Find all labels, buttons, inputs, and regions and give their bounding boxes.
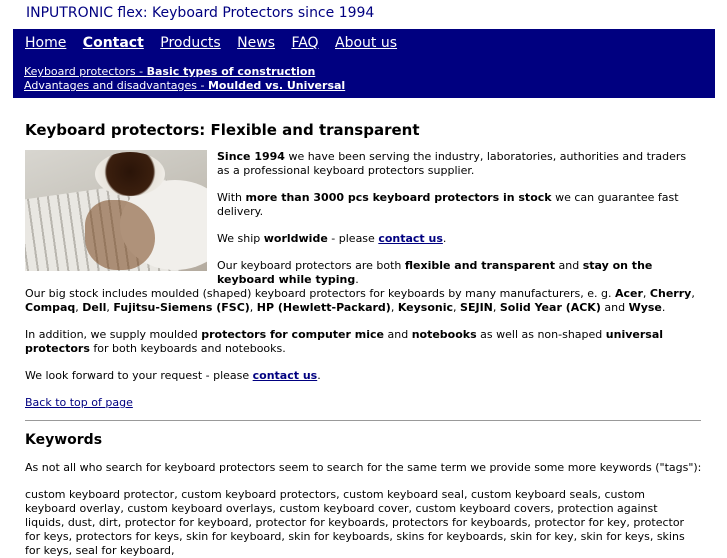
contact-us-link[interactable]: contact us — [378, 232, 443, 245]
nav-about-us[interactable]: About us — [335, 35, 398, 51]
contact-us-link-2[interactable]: contact us — [252, 369, 318, 382]
keywords-list: custom keyboard protector, custom keyboard protectors, custom keyboard seal, custom keyboard seals, custom keyboard overlay, custom keyboard overlays, custom keyboard cover, custom keyboard covers, protection against liquids, dust, dirt, protector for keyboard, protector for keyboards, protectors for keyboards, protector for key, protector for keys, protectors for keys, skin for keyboard, skin for keyboards, skins for keyboards, skin for key, skin for keys, skins for keys, seal for keyboard, — [25, 488, 685, 557]
divider — [25, 420, 701, 421]
keywords-intro: As not all who search for keyboard protectors seem to search for the same term we provide some more keywords ("tags"): — [25, 461, 702, 474]
keyboard-coffee-photo — [25, 150, 207, 271]
back-to-top-link[interactable]: Back to top of page — [25, 396, 133, 409]
page-title: Keyboard protectors: Flexible and transparent — [25, 121, 420, 139]
nav-home[interactable]: Home — [25, 35, 67, 51]
nav-news[interactable]: News — [237, 35, 275, 51]
navbar — [13, 29, 715, 98]
nav-products[interactable]: Products — [160, 35, 221, 51]
subnav-moulded-vs-universal[interactable]: Advantages and disadvantages - Moulded vs. Universal — [24, 79, 346, 92]
nav-contact[interactable]: Contact — [82, 35, 144, 51]
main-nav — [25, 35, 409, 51]
intro-text: Since 1994 we have been serving the industry, laboratories, authorities and traders as a professional keyboard protectors supplier. With more than 3000 pcs keyboard protectors in stock we can guarantee fast delivery. We ship worldwide - please contact us. Our keyboard protectors are both flexible and transparent and stay on the keyboard while typing. — [217, 150, 687, 286]
site-title: INPUTRONIC flex: Keyboard Protectors since 1994 — [26, 5, 375, 21]
sub-nav — [24, 65, 345, 93]
nav-faq[interactable]: FAQ — [291, 35, 319, 51]
keywords-title: Keywords — [25, 432, 103, 448]
body-text: Our big stock includes moulded (shaped) keyboard protectors for keyboards by many manufacturers, e. g. Acer, Cherry, Compaq, Dell, Fujitsu-Siemens (FSC), HP (Hewlett-Packard), Keysonic, SEJIN, Solid Year (ACK) and Wyse. In addition, we supply moulded protectors for computer mice and notebooks as well as non-shaped universal protectors for both keyboards and notebooks. We look forward to your request - please contact us. Back to top of page — [25, 287, 695, 409]
subnav-basic-types[interactable]: Keyboard protectors - Basic types of construction — [24, 65, 316, 78]
